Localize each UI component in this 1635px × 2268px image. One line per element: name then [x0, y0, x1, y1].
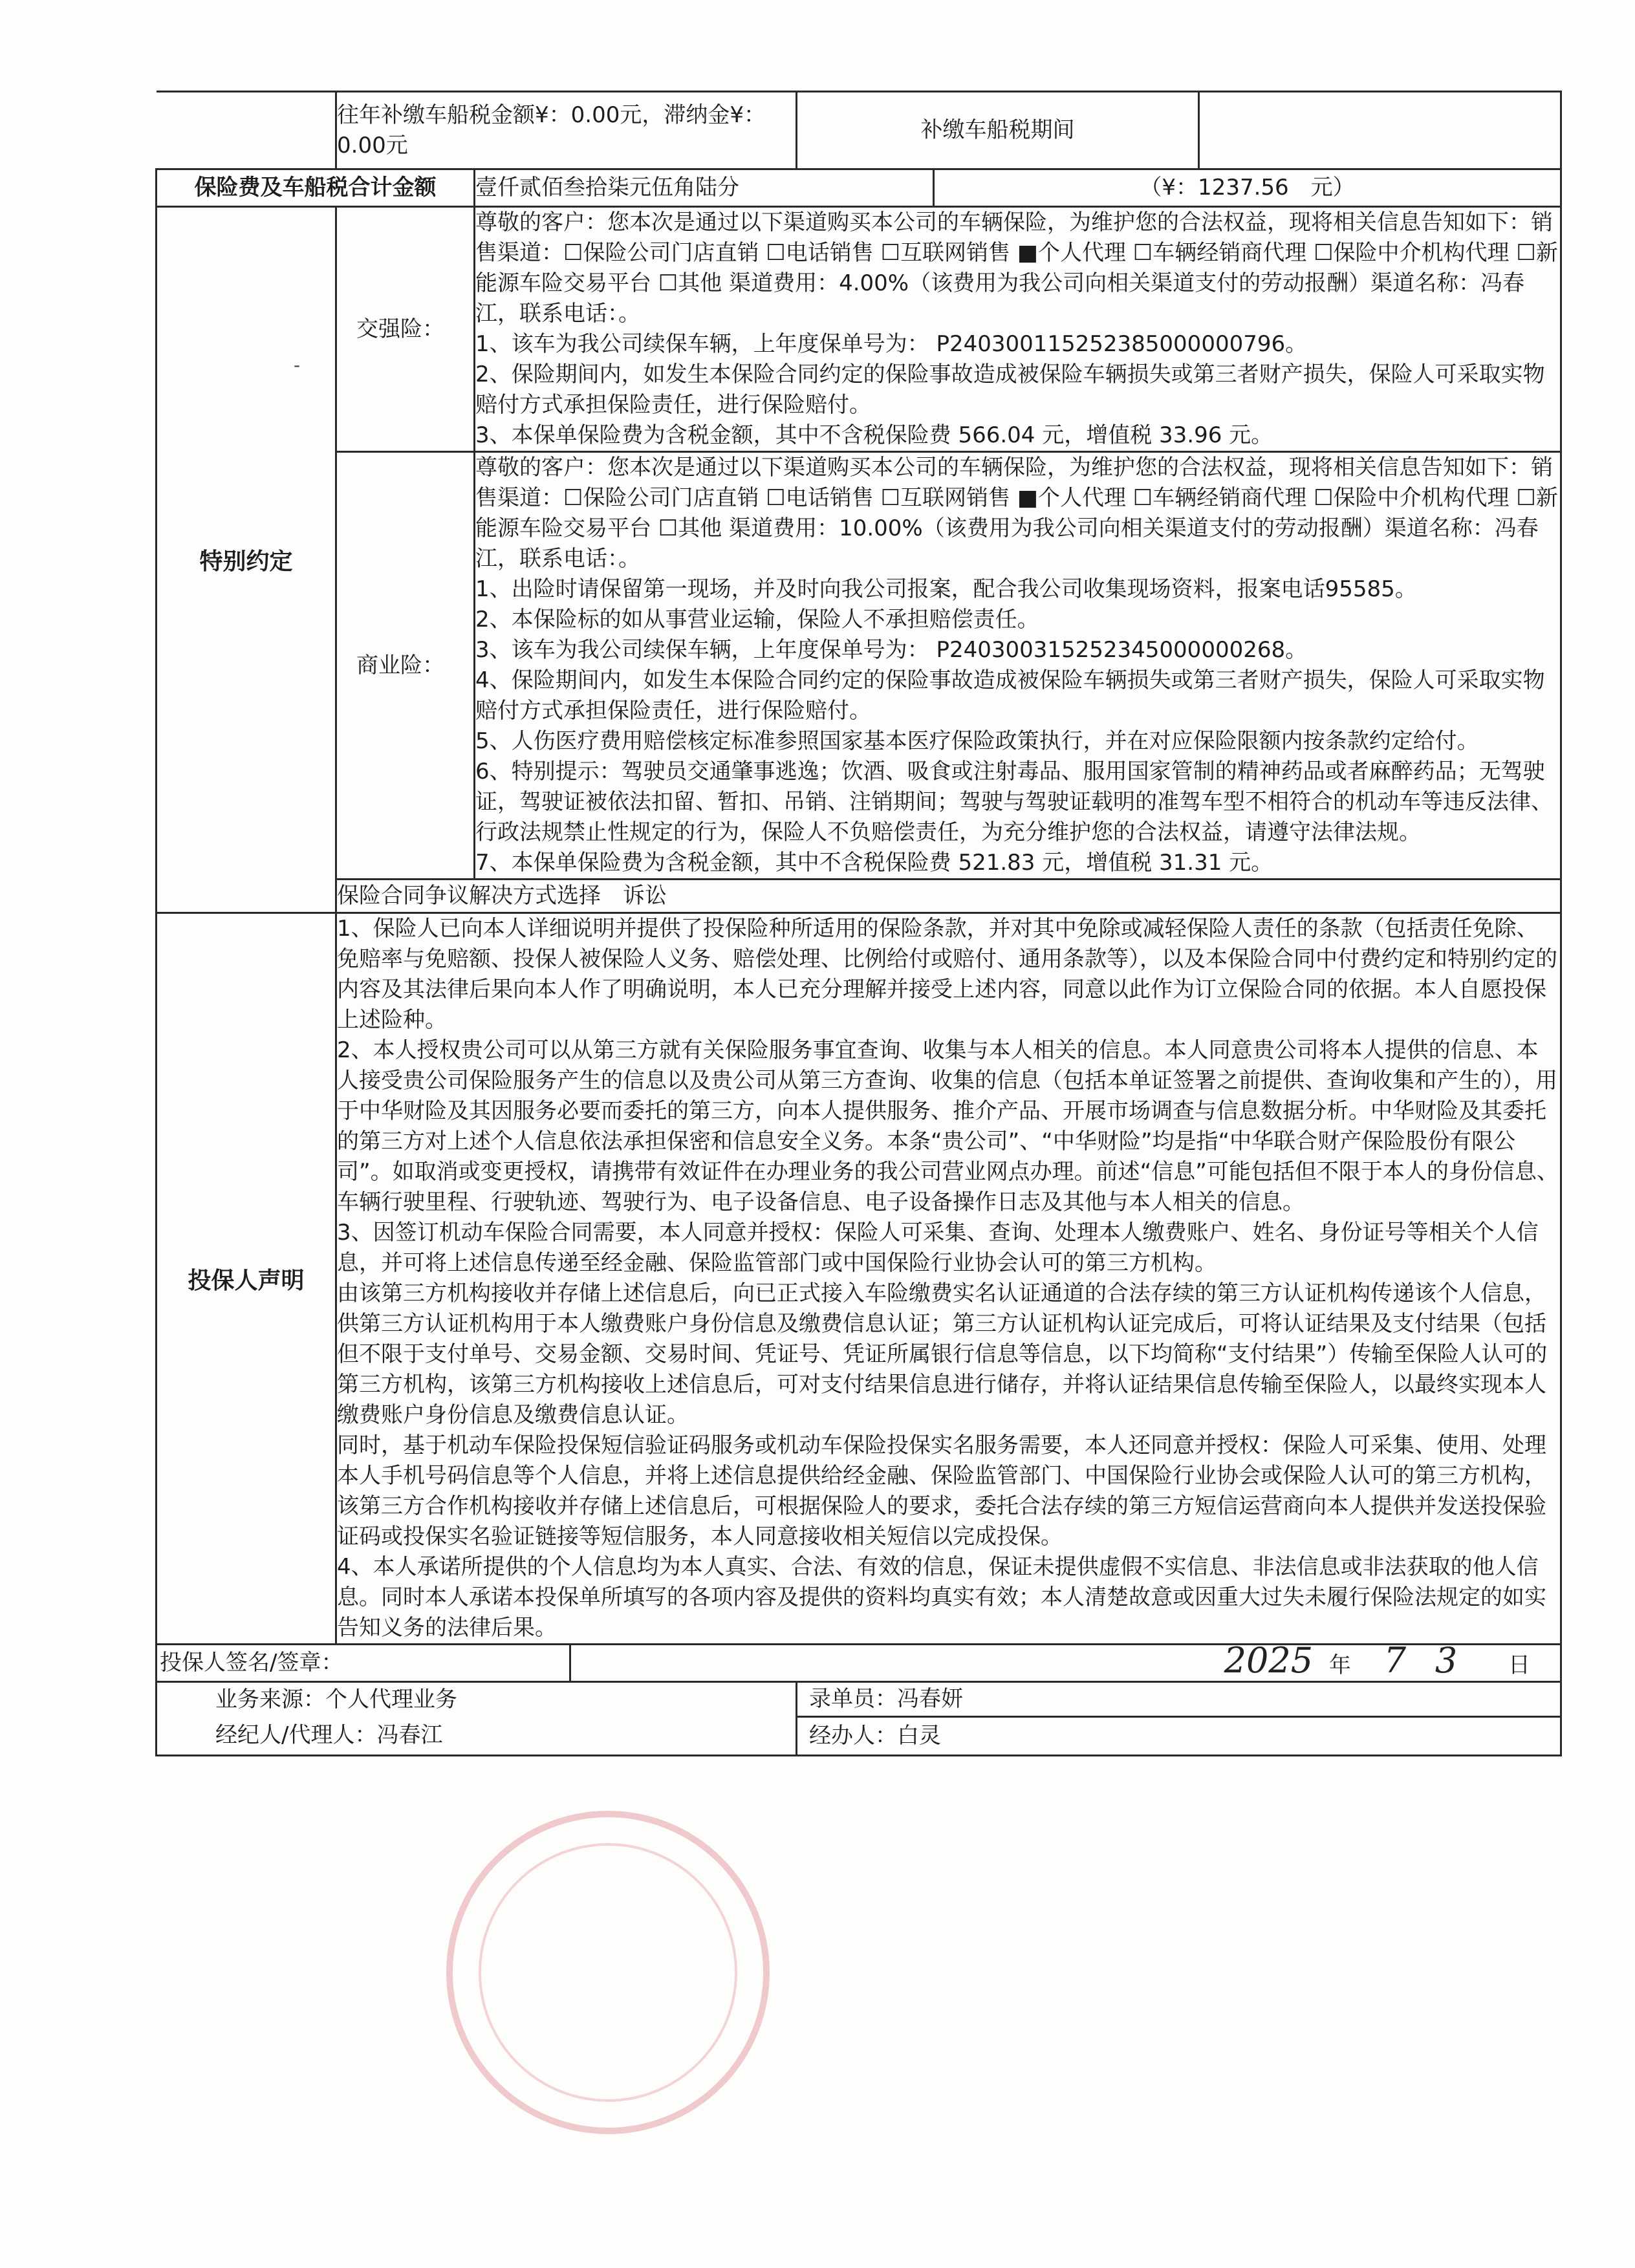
compulsory-intro: 尊敬的客户：您本次是通过以下渠道购买本公司的车辆保险，为维护您的合法权益，现将相关信息告知如下：销售渠道：☐保险公司门店直销 ☐电话销售 ☐互联网销售 ■个人代理 ☐车辆经销商代理 ☐保险中介机构代理 ☐新能源车险交易平台 ☐其他 渠道费用：4.00%（该费用为我公司向相关渠道支付的劳动报酬）渠道名称：冯春江，联系电话：。 — [475, 210, 1558, 327]
back-tax-text: 往年补缴车船税金额¥：0.00元，滞纳金¥：0.00元 — [337, 102, 766, 158]
compulsory-content — [475, 207, 1561, 452]
declaration-item-1: 1、保险人已向本人详细说明并提供了投保险种所适用的保险条款，并对其中免除或减轻保险人责任的条款（包括责任免除、免赔率与免赔额、投保人被保险人义务、赔偿处理、比例给付或赔付、通用条款等），以及本保险合同中付费约定和特别约定的内容及其法律后果向本人作了明确说明，本人已充分理解并接受上述内容，同意以此作为订立保险合同的依据。本人自愿投保上述险种。 — [337, 916, 1557, 1033]
commercial-intro: 尊敬的客户：您本次是通过以下渠道购买本公司的车辆保险，为维护您的合法权益，现将相关信息告知如下：销售渠道：☐保险公司门店直销 ☐电话销售 ☐互联网销售 ■个人代理 ☐车辆经销商代理 ☐保险中介机构代理 ☐新能源车险交易平台 ☐其他 渠道费用：10.00%（该费用为我公司向相关渠道支付的劳动报酬）渠道名称：冯春江，联系电话：。 — [475, 455, 1558, 572]
back-tax-period-label: 补缴车船税期间 — [797, 92, 1199, 169]
declaration-label: 投保人声明 — [157, 913, 336, 1645]
commercial-content — [475, 452, 1561, 880]
compulsory-item-2: 2、保险期间内，如发生本保险合同约定的保险事故造成被保险车辆损失或第三者财产损失，保险人可采取实物赔付方式承担保险责任，进行保险赔付。 — [475, 362, 1545, 418]
declaration-item-3: 3、因签订机动车保险合同需要，本人同意并授权：保险人可采集、查询、处理本人缴费账户、姓名、身份证号等相关个人信息，并可将上述信息传递至经金融、保险监管部门或中国保险行业协会认可的第三方机构。 — [337, 1220, 1539, 1276]
commercial-item-7: 7、本保单保险费为含税金额，其中不含税保险费 521.83 元，增值税 31.31 元。 — [475, 850, 1273, 876]
total-amount-number: （¥：1237.56 元） — [934, 169, 1561, 207]
policy-table — [155, 91, 1562, 1756]
commercial-item-2: 2、本保险标的如从事营业运输，保险人不承担赔偿责任。 — [475, 607, 1039, 632]
footer-row-1 — [157, 1682, 1561, 1717]
compulsory-label: 交强险： — [336, 207, 475, 452]
commercial-label: 商业险： — [336, 452, 475, 880]
commercial-row — [157, 452, 1561, 880]
commercial-item-4: 4、保险期间内，如发生本保险合同约定的保险事故造成被保险车辆损失或第三者财产损失，保险人可采取实物赔付方式承担保险责任，进行保险赔付。 — [475, 667, 1545, 724]
total-label: 保险费及车船税合计金额 — [157, 169, 475, 207]
declaration-content — [336, 913, 1561, 1645]
signature-day: 3 — [1435, 1640, 1458, 1681]
company-seal-inner-ring — [479, 1843, 737, 2102]
company-seal-stamp — [446, 1811, 770, 2134]
signature-month: 7 — [1383, 1640, 1407, 1681]
commercial-item-6: 6、特别提示：驾驶员交通肇事逃逸；饮酒、吸食或注射毒品、服用国家管制的精神药品或者麻醉药品；无驾驶证，驾驶证被依法扣留、暂扣、吊销、注销期间；驾驶与驾驶证载明的准驾车型不相符合的机动车等违反法律、行政法规禁止性规定的行为，保险人不负赔偿责任，为充分维护您的合法权益，请遵守法律法规。 — [475, 759, 1553, 845]
recorder: 录单员：冯春妍 — [797, 1682, 1561, 1717]
handler: 经办人：白灵 — [797, 1717, 1561, 1756]
margin-dash: - — [294, 354, 301, 376]
back-tax-row — [157, 92, 1561, 169]
business-source: 业务来源：个人代理业务 — [157, 1682, 797, 1717]
signature-date: 2025 年 7 3 日 — [570, 1645, 1561, 1682]
declaration-item-2: 2、本人授权贵公司可以从第三方就有关保险服务事宜查询、收集与本人相关的信息。本人同意贵公司将本人提供的信息、本人接受贵公司保险服务产生的信息以及贵公司从第三方查询、收集的信息（包括本单证签署之前提供、查询收集和产生的），用于中华财险及其因服务必要而委托的第三方，向本人提供服务、推介产品、开展市场调查与信息数据分析。中华财险及其委托的第三方对上述个人信息依法承担保密和信息安全义务。本条“贵公司”、“中华财险”均是指“中华联合财产保险股份有限公司”。如取消或变更授权，请携带有效证件在办理业务的我公司营业网点办理。前述“信息”可能包括但不限于本人的身份信息、车辆行驶里程、行驶轨迹、驾驶行为、电子设备信息、电子设备操作日志及其他与本人相关的信息。 — [337, 1037, 1559, 1215]
total-row — [157, 169, 1561, 207]
back-tax-amount — [336, 92, 797, 169]
signature-label: 投保人签名/签章： — [157, 1645, 570, 1682]
compulsory-item-1: 1、该车为我公司续保车辆，上年度保单号为： P240300115252385000000796。 — [475, 331, 1308, 357]
commercial-item-1: 1、出险时请保留第一现场，并及时向我公司报案，配合我公司收集现场资料，报案电话95585。 — [475, 576, 1417, 602]
declaration-row — [157, 913, 1561, 1645]
agent: 经纪人/代理人：冯春江 — [157, 1717, 797, 1756]
dispute-row — [157, 880, 1561, 913]
special-agreement-label: 特别约定 — [157, 207, 336, 913]
signature-year: 2025 — [1224, 1640, 1314, 1681]
dispute-resolution: 保险合同争议解决方式选择 诉讼 — [336, 880, 1561, 913]
footer-row-2 — [157, 1717, 1561, 1756]
declaration-item-4: 4、本人承诺所提供的个人信息均为本人真实、合法、有效的信息，保证未提供虚假不实信息、非法信息或非法获取的他人信息。同时本人承诺本投保单所填写的各项内容及提供的资料均真实有效；本人清楚故意或因重大过失未履行保险法规定的如实告知义务的法律后果。 — [337, 1554, 1546, 1641]
compulsory-row — [157, 207, 1561, 452]
signature-row — [157, 1645, 1561, 1682]
commercial-item-3: 3、该车为我公司续保车辆，上年度保单号为： P240300315252345000000268。 — [475, 637, 1308, 663]
declaration-item-3-sms: 同时，基于机动车保险投保短信验证码服务或机动车保险投保实名服务需要，本人还同意并授权：保险人可采集、使用、处理本人手机号码信息等个人信息，并将上述信息提供给经金融、保险监管部门、中国保险行业协会或保险人认可的第三方机构，该第三方合作机构接收并存储上述信息后，可根据保险人的要求，委托合法存续的第三方短信运营商向本人提供并发送投保验证码或投保实名验证链接等短信服务，本人同意接收相关短信以完成投保。 — [337, 1432, 1546, 1550]
commercial-item-5: 5、人伤医疗费用赔偿核定标准参照国家基本医疗保险政策执行，并在对应保险限额内按条款约定给付。 — [475, 728, 1479, 754]
back-tax-period-value — [1199, 92, 1561, 169]
compulsory-item-3: 3、本保单保险费为含税金额，其中不含税保险费 566.04 元，增值税 33.96 元。 — [475, 422, 1273, 448]
total-amount-words: 壹仟贰佰叁拾柒元伍角陆分 — [475, 169, 934, 207]
declaration-item-3-cont: 由该第三方机构接收并存储上述信息后，向已正式接入车险缴费实名认证通道的合法存续的第三方认证机构传递该个人信息，供第三方认证机构用于本人缴费账户身份信息及缴费信息认证；第三方认证机构认证完成后，可将认证结果及支付结果（包括但不限于支付单号、交易金额、交易时间、凭证号、凭证所属银行信息等信息，以下均简称“支付结果”）传输至保险人认可的第三方机构，该第三方机构接收上述信息后，可对支付结果信息进行储存，并将认证结果信息传输至保险人，以最终实现本人缴费账户身份信息及缴费信息认证。 — [337, 1280, 1548, 1428]
